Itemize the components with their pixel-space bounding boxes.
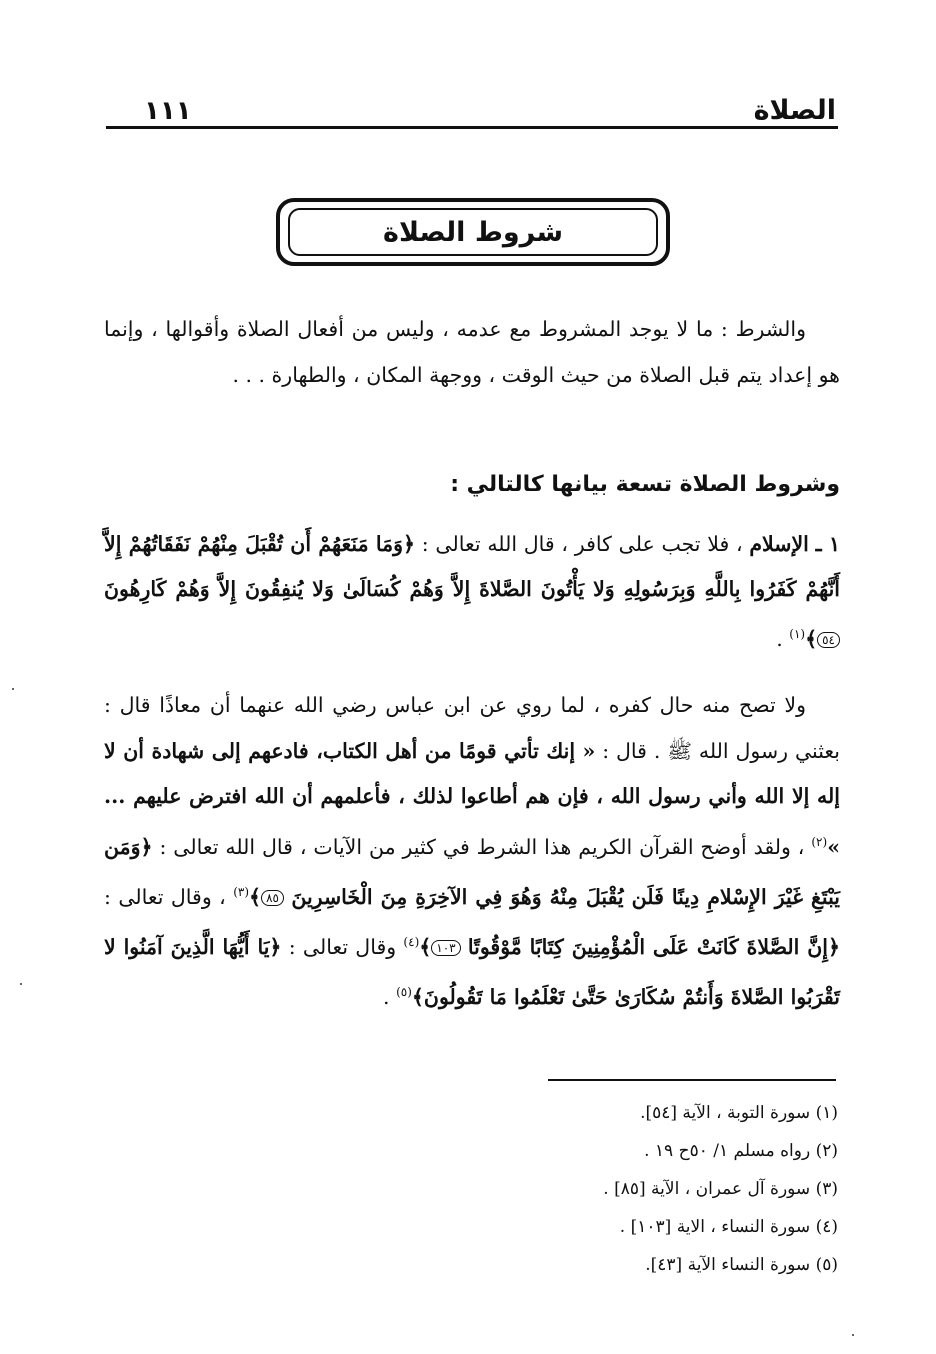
section-title-frame (276, 198, 670, 266)
hadith-quote: « إنك تأتي قومًا من أهل الكتاب، فادعهم إلى شهادة أن لا إله إلا الله وأني رسول الله ، فإن هم أطاعوا لذلك ، فأعلمهم أن الله افترض عليهم ... » (104, 738, 840, 859)
scan-speck (20, 983, 22, 985)
quran-verse: ﴿وَمَا مَنَعَهُمْ أَن تُقْبَلَ مِنْهُمْ نَفَقَاتُهُمْ إِلاَّ أَنَّهُمْ كَفَرُوا بِاللَّهِ وَبِرَسُولِهِ وَلا يَأْتُونَ الصَّلاةَ إِلاَّ وَهُمْ كُسَالَىٰ وَلا يُنفِقُونَ إِلاَّ وَهُمْ كَارِهُونَ (104, 532, 840, 601)
paragraph-text: وقال تعالى : (288, 934, 397, 959)
paragraph-text: ، ولقد أوضح القرآن الكريم هذا الشرط في كثير من الآيات ، قال الله تعالى : (159, 834, 805, 859)
verse-number-marker: ٨٥ (261, 890, 284, 906)
footnote-ref: (٢) (811, 834, 828, 849)
paragraph-text: ، وقال تعالى : (104, 884, 226, 909)
footnote-ref: (٥) (396, 985, 412, 1000)
chapter-title: الصلاة (753, 95, 836, 126)
scan-speck (852, 1334, 854, 1336)
footnote-item: (٢) رواه مسلم ١/ ٥٠ح ١٩ . (644, 1141, 838, 1161)
footnotes (438, 1094, 838, 1284)
section-title: شروط الصلاة (383, 216, 564, 248)
paragraph-tail: . (383, 985, 390, 1010)
verse-close-bracket: ﴾ (419, 934, 432, 959)
quran-verse: ﴿إِنَّ الصَّلاةَ كَانَتْ عَلَى الْمُؤْمِنِينَ كِتَابًا مَّوْقُوتًا (467, 934, 840, 959)
condition-item-islam (104, 522, 840, 662)
verse-close-bracket: ﴾ (249, 884, 262, 909)
paragraph-text: ولا تصح منه حال كفره ، لما روي عن ابن عباس رضي الله عنهما أن معاذًا قال : بعثني رسول الله ﷺ . قال : (104, 693, 840, 763)
item-tail: . (776, 626, 783, 651)
footnote-ref: (١) (789, 627, 806, 641)
header-divider (106, 126, 838, 129)
quran-verse: ﴿يَا أَيُّهَا الَّذِينَ آمَنُوا لا تَقْرَبُوا الصَّلاةَ وَأَنتُمْ سُكَارَىٰ حَتَّىٰ تَعْلَمُوا مَا تَقُولُونَ﴾ (104, 934, 840, 1010)
hadith-paragraph (104, 683, 840, 1021)
item-text: ، فلا تجب على كافر ، قال الله تعالى : (421, 532, 743, 556)
footnote-item: (٤) سورة النساء ، الاية [١٠٣] . (619, 1217, 838, 1237)
definition-paragraph (104, 306, 840, 398)
footnote-item: (٥) سورة النساء الآية [٤٣]. (645, 1255, 838, 1275)
footnote-item: (١) سورة التوبة ، الآية [٥٤]. (640, 1103, 838, 1123)
verse-number-marker: ٥٤ (817, 632, 840, 648)
section-title-inner-frame (288, 208, 658, 256)
item-number: ١ ـ (815, 532, 840, 556)
quran-verse: ﴿وَمَن يَبْتَغِ غَيْرَ الإِسْلامِ دِينًا فَلَن يُقْبَلَ مِنْهُ وَهُوَ فِي الآخِرَةِ مِنَ الْخَاسِرِينَ (104, 834, 840, 909)
scan-speck (12, 688, 14, 690)
page-number: ١١١ (144, 96, 192, 126)
definition-text: والشرط : ما لا يوجد المشروط مع عدمه ، وليس من أفعال الصلاة وأقوالها ، وإنما هو إعداد يتم قبل الصلاة من حيث الوقت ، ووجهة المكان ، والطهارة . . . (104, 317, 840, 387)
footnote-ref: (٣) (233, 884, 250, 899)
item-label: الإسلام (749, 532, 809, 556)
footnote-ref: (٤) (403, 935, 420, 950)
verse-number-marker: ١٠٣ (431, 940, 460, 956)
conditions-heading: وشروط الصلاة تسعة بيانها كالتالي : (450, 472, 840, 497)
running-header (108, 78, 836, 126)
footnote-item: (٣) سورة آل عمران ، الآية [٨٥] . (603, 1179, 838, 1199)
footnote-divider (548, 1079, 836, 1081)
verse-close-bracket: ﴾ (805, 626, 818, 651)
